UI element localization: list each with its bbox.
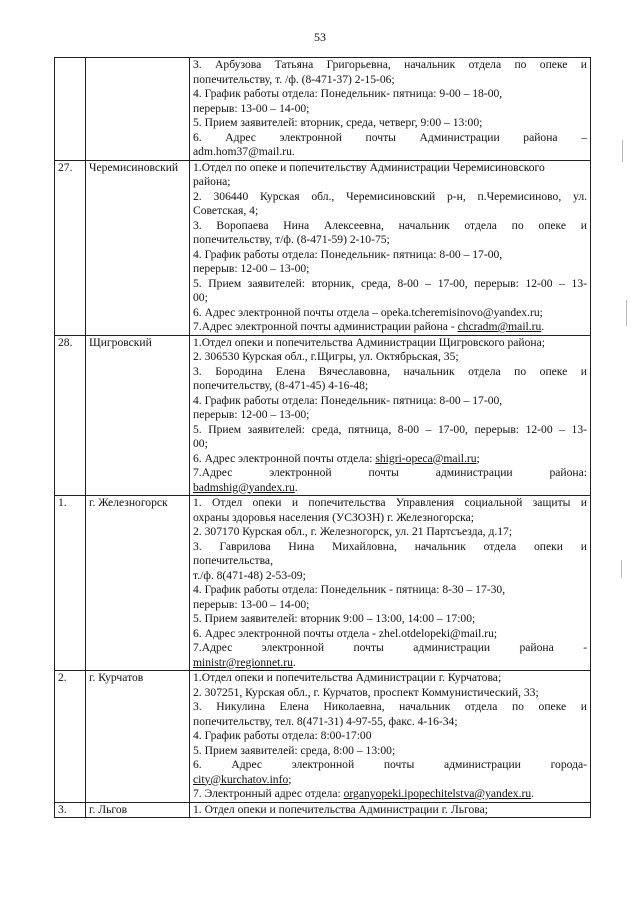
info-line: 5. Прием заявителей: среда, пятница, 8-00 – 17-00, перерыв: 12-00 – 13- (193, 422, 587, 436)
row-number: 1. (55, 496, 86, 671)
info-line: 2. 307170 Курская обл., г. Железногорск, ул. 21 Партсъезда, д.17; (193, 525, 513, 538)
district-name: г. Льгов (86, 802, 190, 818)
info-line: 3. Воропаева Нина Алексеевна, начальник отдела по опеке и (193, 218, 587, 232)
directory-table (54, 57, 591, 818)
scan-mark (621, 560, 622, 578)
info-line: 4. График работы отдела: Понедельник - пятница: 8-30 – 17-30, (193, 583, 506, 596)
info-line: попечительству, тел. 8(471-31) 4-97-55, факс. 4-16-34; (193, 714, 458, 728)
info-line: попечительству, (8-471-45) 4-16-48; (193, 379, 369, 392)
info-line: перерыв: 12-00 – 13-00; (193, 262, 310, 275)
info-line: 2. 307251, Курская обл., г. Курчатов, проспект Коммунистический, 33; (193, 685, 539, 699)
info-line: 7.Адрес электронной почты администрации района - (193, 641, 587, 654)
info-line: 3. Бородина Елена Вячеславовна, начальник отдела по опеке и (193, 364, 587, 378)
row-number: 2. (55, 671, 86, 803)
info-line: 5. Прием заявителей: среда, 8:00 – 13:00; (193, 743, 396, 757)
info-line: 00; (193, 291, 208, 304)
info-line: Советская, 4; (193, 204, 259, 217)
table-row (55, 160, 591, 335)
info-line: 4. График работы отдела: Понедельник- пятница: 8-00 – 17-00, (193, 247, 503, 261)
info-line: попечительства, (193, 554, 273, 567)
page-number: 53 (314, 30, 326, 44)
info-line: 1. Отдел опеки и попечительства Управления социальной защиты и (193, 496, 587, 509)
row-number (55, 58, 86, 161)
info-line: 00; (193, 437, 208, 450)
info-line: 1.Отдел по опеке и попечительству Администрации Черемисиновского (193, 160, 545, 174)
info-line: adm.hom37@mail.ru. (193, 145, 295, 158)
scan-mark (622, 140, 623, 162)
scan-mark (626, 300, 627, 326)
district-name: г. Железногорск (86, 496, 190, 671)
info-line: попечительству, т/ф. (8-471-59) 2-10-75; (193, 233, 390, 246)
info-line: 4. График работы отдела: 8:00-17:00 (193, 729, 372, 742)
table-row (55, 58, 591, 161)
table-row (55, 802, 591, 818)
info-line: 6. Адрес электронной почты отдела – opeka.tcheremisinovo@yandex.ru; (193, 305, 543, 319)
info-line: 4. График работы отдела: Понедельник- пятница: 9-00 – 18-00, (193, 87, 503, 100)
info-line: 7. Электронный адрес отдела: organyopeki.ipopechitelstva@yandex.ru. (193, 787, 535, 800)
info-line: 6. Адрес электронной почты Администрации района – (193, 130, 587, 144)
row-number: 3. (55, 802, 86, 818)
info-line: охраны здоровья населения (УСЗОЗН) г. Железногорска; (193, 510, 474, 524)
info-line: city@kurchatov.info; (193, 772, 292, 786)
info-line: перерыв: 12-00 – 13-00; (193, 408, 310, 421)
info-line: перерыв: 13-00 – 14-00; (193, 101, 310, 115)
info-line: 6. Адрес электронной почты администрации города- (193, 758, 587, 771)
department-info (190, 335, 591, 496)
info-line: 4. График работы отдела: Понедельник- пятница: 8-00 – 17-00, (193, 393, 503, 407)
info-line: т./ф. 8(471-48) 2-53-09; (193, 568, 306, 582)
info-line: перерыв: 13-00 – 14-00; (193, 597, 310, 611)
info-line: 6. Адрес электронной почты отдела - zhel.otdelopeki@mail.ru; (193, 626, 498, 640)
row-number: 28. (55, 335, 86, 496)
row-number: 27. (55, 160, 86, 335)
info-line: 7.Адрес электронной почты администрации района: (193, 466, 587, 479)
department-info (190, 496, 591, 671)
department-info (190, 802, 591, 818)
district-name: г. Курчатов (86, 671, 190, 803)
district-name: Щигровский (86, 335, 190, 496)
department-info (190, 58, 591, 161)
info-line: попечительству, т. /ф. (8-471-37) 2-15-06; (193, 72, 395, 86)
table-row (55, 496, 591, 671)
district-name: Черемисиновский (86, 160, 190, 335)
info-line: 2. 306530 Курская обл., г.Щигры, ул. Октябрьская, 35; (193, 350, 459, 363)
info-line: 3. Никулина Елена Николаевна, начальник отдела по опеке и (193, 700, 587, 713)
info-line: района; (193, 175, 231, 188)
department-info (190, 671, 591, 803)
info-line: ministr@regionnet.ru. (193, 655, 296, 669)
department-info (190, 160, 591, 335)
info-line: 1.Отдел опеки и попечительства Администрации Щигровского района; (193, 335, 546, 349)
table-body (55, 58, 591, 818)
info-line: 2. 306440 Курская обл., Черемисиновский р-н, п.Черемисиново, ул. (193, 189, 587, 203)
info-line: 1. Отдел опеки и попечительства Администрации г. Льгова; (193, 802, 488, 816)
info-line: 5. Прием заявителей: вторник, среда, 8-00 – 17-00, перерыв: 12-00 – 13- (193, 276, 587, 290)
info-line: 6. Адрес электронной почты отдела: shigri-opeca@mail.ru; (193, 451, 480, 465)
info-line: 7.Адрес электронной почты администрации района - chcradm@mail.ru. (193, 320, 545, 333)
info-line: 5. Прием заявителей: вторник, среда, четверг, 9:00 – 13:00; (193, 116, 483, 129)
info-line: 3. Арбузова Татьяна Григорьевна, начальник отдела по опеке и (193, 58, 587, 71)
info-line: 5. Прием заявителей: вторник 9:00 – 13:00, 14:00 – 17:00; (193, 612, 476, 625)
info-line: 1.Отдел опеки и попечительства Администрации г. Курчатова; (193, 671, 502, 684)
table-row (55, 671, 591, 803)
info-line: badmshig@yandex.ru. (193, 480, 298, 494)
district-name (86, 58, 190, 161)
table-row (55, 335, 591, 496)
info-line: 3. Гаврилова Нина Михайловна, начальник отдела опеки и (193, 539, 587, 553)
